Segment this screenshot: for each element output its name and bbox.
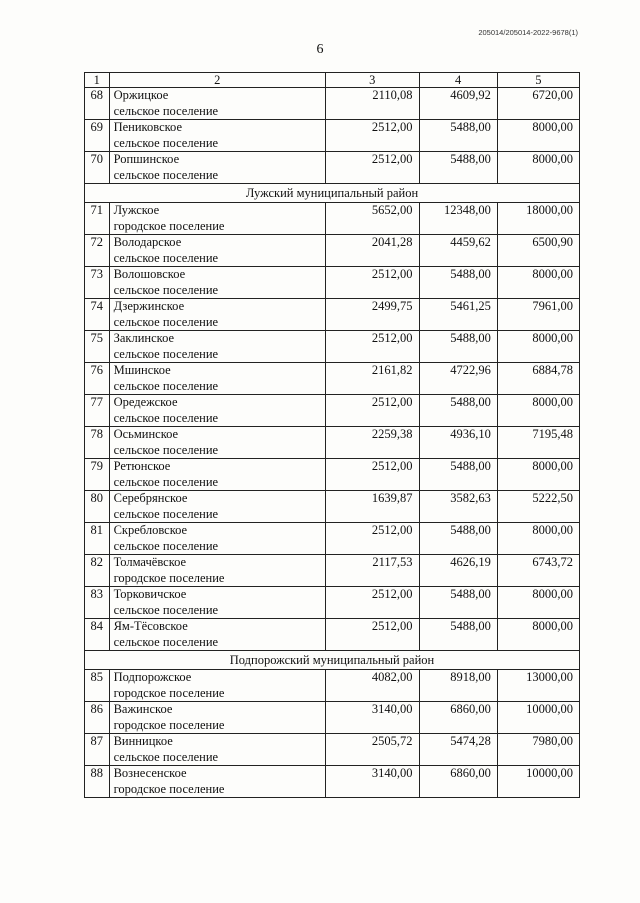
settlement-name-line1: Пениковское: [113, 120, 183, 134]
value-col4: 5488,00: [419, 523, 497, 555]
settlement-name: [109, 587, 325, 619]
settlement-type: сельское поселение: [113, 538, 219, 553]
settlement-name-line1: Скребловское: [113, 523, 188, 537]
header-cell: 3: [326, 73, 420, 88]
settlement-name: [109, 299, 325, 331]
value-col4: 5488,00: [419, 152, 497, 184]
value-col5: 10000,00: [497, 766, 579, 798]
settlement-type: сельское поселение: [113, 410, 219, 425]
settlement-name: [109, 88, 325, 120]
section-title: Подпорожский муниципальный район: [85, 651, 580, 670]
settlement-type: сельское поселение: [113, 314, 219, 329]
header-cell: 5: [497, 73, 579, 88]
table-body: [85, 73, 580, 798]
settlement-name: [109, 120, 325, 152]
value-col4: 4936,10: [419, 427, 497, 459]
settlement-name: [109, 363, 325, 395]
value-col4: 5488,00: [419, 120, 497, 152]
settlement-name: [109, 523, 325, 555]
value-col3: 3140,00: [326, 766, 420, 798]
settlement-name-line1: Ям-Тёсовское: [113, 619, 188, 633]
row-number: 78: [85, 427, 110, 459]
table-row: [85, 459, 580, 491]
table-row: [85, 235, 580, 267]
row-number: 88: [85, 766, 110, 798]
value-col3: 2161,82: [326, 363, 420, 395]
row-number: 85: [85, 670, 110, 702]
settlement-name: [109, 734, 325, 766]
value-col4: 5461,25: [419, 299, 497, 331]
settlement-name-line1: Оредежское: [113, 395, 178, 409]
value-col3: 2512,00: [326, 120, 420, 152]
settlement-name: [109, 766, 325, 798]
row-number: 75: [85, 331, 110, 363]
settlement-name-line1: Волошовское: [113, 267, 186, 281]
table-row: [85, 766, 580, 798]
section-header-row: [85, 184, 580, 203]
table-row: [85, 619, 580, 651]
settlement-name: [109, 491, 325, 523]
value-col3: 2499,75: [326, 299, 420, 331]
value-col5: 6884,78: [497, 363, 579, 395]
row-number: 72: [85, 235, 110, 267]
settlement-name: [109, 555, 325, 587]
table-header-row: [85, 73, 580, 88]
settlement-type: сельское поселение: [113, 135, 219, 150]
table-row: [85, 587, 580, 619]
settlement-name-line1: Дзержинское: [113, 299, 185, 313]
row-number: 70: [85, 152, 110, 184]
value-col3: 2512,00: [326, 267, 420, 299]
value-col4: 4609,92: [419, 88, 497, 120]
value-col5: 8000,00: [497, 267, 579, 299]
value-col4: 8918,00: [419, 670, 497, 702]
value-col4: 5474,28: [419, 734, 497, 766]
settlement-name: [109, 203, 325, 235]
settlement-type: сельское поселение: [113, 442, 219, 457]
settlement-name: [109, 427, 325, 459]
row-number: 71: [85, 203, 110, 235]
header-cell: 4: [419, 73, 497, 88]
settlement-name-line1: Торковичское: [113, 587, 187, 601]
table-row: [85, 120, 580, 152]
settlement-type: городское поселение: [113, 717, 225, 732]
settlement-type: сельское поселение: [113, 103, 219, 118]
value-col3: 2512,00: [326, 395, 420, 427]
settlement-name-line1: Винницкое: [113, 734, 173, 748]
value-col5: 7195,48: [497, 427, 579, 459]
value-col5: 6720,00: [497, 88, 579, 120]
row-number: 87: [85, 734, 110, 766]
settlement-type: сельское поселение: [113, 506, 219, 521]
settlement-name-line1: Ропшинское: [113, 152, 180, 166]
settlement-type: сельское поселение: [113, 346, 219, 361]
row-number: 68: [85, 88, 110, 120]
value-col4: 4459,62: [419, 235, 497, 267]
settlement-name-line1: Вознесенское: [113, 766, 187, 780]
settlement-type: городское поселение: [113, 218, 225, 233]
row-number: 84: [85, 619, 110, 651]
settlement-type: сельское поселение: [113, 474, 219, 489]
settlement-name-line1: Мшинское: [113, 363, 171, 377]
table-row: [85, 267, 580, 299]
value-col5: 8000,00: [497, 152, 579, 184]
table-row: [85, 203, 580, 235]
settlement-name-line1: Важинское: [113, 702, 173, 716]
value-col4: 4722,96: [419, 363, 497, 395]
settlement-type: сельское поселение: [113, 250, 219, 265]
value-col5: 13000,00: [497, 670, 579, 702]
value-col3: 2512,00: [326, 523, 420, 555]
value-col5: 7980,00: [497, 734, 579, 766]
value-col5: 8000,00: [497, 523, 579, 555]
settlement-name: [109, 459, 325, 491]
header-cell: 1: [85, 73, 110, 88]
value-col3: 3140,00: [326, 702, 420, 734]
table-row: [85, 363, 580, 395]
settlement-name: [109, 395, 325, 427]
value-col4: 12348,00: [419, 203, 497, 235]
table-row: [85, 734, 580, 766]
settlement-type: сельское поселение: [113, 749, 219, 764]
value-col5: 8000,00: [497, 459, 579, 491]
value-col5: 8000,00: [497, 331, 579, 363]
row-number: 83: [85, 587, 110, 619]
value-col4: 6860,00: [419, 702, 497, 734]
page-number: 6: [316, 42, 324, 57]
table-row: [85, 331, 580, 363]
table-row: [85, 395, 580, 427]
value-col3: 2259,38: [326, 427, 420, 459]
value-col5: 7961,00: [497, 299, 579, 331]
value-col4: 5488,00: [419, 459, 497, 491]
value-col4: 3582,63: [419, 491, 497, 523]
row-number: 74: [85, 299, 110, 331]
settlement-name-line1: Осьминское: [113, 427, 179, 441]
value-col4: 4626,19: [419, 555, 497, 587]
settlement-type: городское поселение: [113, 570, 225, 585]
value-col4: 5488,00: [419, 267, 497, 299]
settlement-name-line1: Володарское: [113, 235, 182, 249]
row-number: 80: [85, 491, 110, 523]
table-row: [85, 299, 580, 331]
settlement-name: [109, 331, 325, 363]
row-number: 86: [85, 702, 110, 734]
settlement-name-line1: Ретюнское: [113, 459, 171, 473]
settlement-type: сельское поселение: [113, 378, 219, 393]
table-row: [85, 523, 580, 555]
settlement-type: городское поселение: [113, 781, 225, 796]
settlement-name: [109, 619, 325, 651]
row-number: 69: [85, 120, 110, 152]
settlement-name-line1: Заклинское: [113, 331, 175, 345]
row-number: 77: [85, 395, 110, 427]
settlement-name-line1: Подпорожское: [113, 670, 192, 684]
value-col3: 2512,00: [326, 587, 420, 619]
value-col5: 6743,72: [497, 555, 579, 587]
document-id: 205014/205014-2022-9678(1): [478, 28, 578, 37]
value-col4: 5488,00: [419, 587, 497, 619]
value-col5: 8000,00: [497, 395, 579, 427]
row-number: 81: [85, 523, 110, 555]
settlement-name: [109, 152, 325, 184]
value-col4: 6860,00: [419, 766, 497, 798]
value-col3: 2512,00: [326, 459, 420, 491]
table-row: [85, 670, 580, 702]
table-row: [85, 88, 580, 120]
table-row: [85, 427, 580, 459]
table-row: [85, 702, 580, 734]
settlement-name: [109, 702, 325, 734]
value-col5: 6500,90: [497, 235, 579, 267]
section-title: Лужский муниципальный район: [85, 184, 580, 203]
settlement-name: [109, 235, 325, 267]
value-col5: 8000,00: [497, 619, 579, 651]
settlement-name-line1: Серебрянское: [113, 491, 188, 505]
settlement-name: [109, 670, 325, 702]
value-col3: 2041,28: [326, 235, 420, 267]
settlement-type: сельское поселение: [113, 282, 219, 297]
value-col3: 5652,00: [326, 203, 420, 235]
value-col3: 1639,87: [326, 491, 420, 523]
value-col5: 10000,00: [497, 702, 579, 734]
settlement-name-line1: Лужское: [113, 203, 160, 217]
value-col5: 8000,00: [497, 587, 579, 619]
settlement-name-line1: Толмачёвское: [113, 555, 187, 569]
settlement-type: сельское поселение: [113, 167, 219, 182]
settlement-name: [109, 267, 325, 299]
budget-table: [84, 72, 580, 798]
row-number: 73: [85, 267, 110, 299]
table-row: [85, 555, 580, 587]
table-row: [85, 152, 580, 184]
value-col5: 18000,00: [497, 203, 579, 235]
settlement-type: городское поселение: [113, 685, 225, 700]
row-number: 76: [85, 363, 110, 395]
value-col3: 2512,00: [326, 331, 420, 363]
row-number: 82: [85, 555, 110, 587]
value-col4: 5488,00: [419, 331, 497, 363]
settlement-name-line1: Оржицкое: [113, 88, 169, 102]
settlement-type: сельское поселение: [113, 602, 219, 617]
value-col5: 8000,00: [497, 120, 579, 152]
value-col3: 4082,00: [326, 670, 420, 702]
value-col3: 2117,53: [326, 555, 420, 587]
value-col3: 2512,00: [326, 619, 420, 651]
row-number: 79: [85, 459, 110, 491]
settlement-type: сельское поселение: [113, 634, 219, 649]
value-col3: 2110,08: [326, 88, 420, 120]
table-row: [85, 491, 580, 523]
header-cell: 2: [109, 73, 325, 88]
value-col5: 5222,50: [497, 491, 579, 523]
value-col3: 2512,00: [326, 152, 420, 184]
value-col4: 5488,00: [419, 395, 497, 427]
value-col3: 2505,72: [326, 734, 420, 766]
value-col4: 5488,00: [419, 619, 497, 651]
section-header-row: [85, 651, 580, 670]
